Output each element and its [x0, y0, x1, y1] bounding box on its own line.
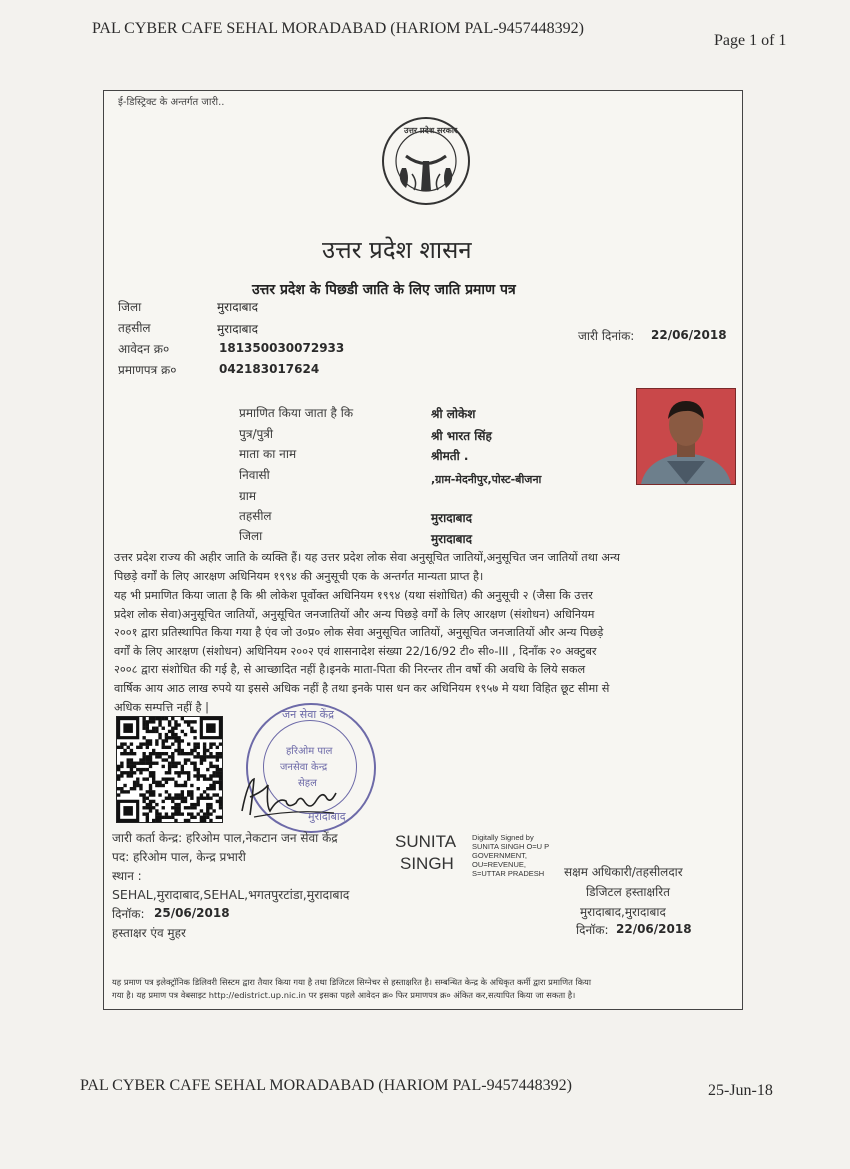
certificate-title: उत्तर प्रदेश के पिछडी जाति के लिए जाति प्रमाण पत्र: [252, 282, 516, 298]
issue-date-value: 22/06/2018: [651, 328, 727, 342]
verification-note-line: यह प्रमाण पत्र इलेक्ट्रॉनिक डिलिवरी सिस्टम द्वारा तैयार किया गया है तथा डिजिटल सिग्नेचर से हस्ताक्षरित है। सम्बन्धित केन्द्र के अधिकृत कर्मी द्वारा प्रमाणित किया: [112, 977, 592, 987]
village-label: ग्राम: [239, 489, 257, 503]
creamy-layer-line: यह भी प्रमाणित किया जाता है कि श्री लोकेश पूर्वोक्त अधिनियम १९९४ (यथा संशोधित) की अनुसूची २ (जैसा कि उत्तर: [114, 589, 593, 602]
person-tehsil-value: मुरादाबाद: [431, 511, 473, 525]
stamp-inner-line-3: सेहल: [298, 778, 317, 789]
certificate: [103, 90, 743, 1010]
certify-label: प्रमाणित किया जाता है कि: [239, 406, 354, 420]
creamy-layer-statement: [114, 587, 734, 717]
resident-label: निवासी: [239, 468, 270, 482]
application-no-label: आवेदन क्र०: [118, 342, 170, 356]
handwritten-signature: [234, 771, 344, 825]
tehsil-label: तहसील: [118, 321, 151, 335]
officer-date: 22/06/2018: [616, 922, 692, 936]
government-title: उत्तर प्रदेश शासन: [322, 236, 472, 264]
officer-date-label: दिनॉक:: [576, 923, 609, 937]
issuer-center: जारी कर्ता केन्द्र: हरिओम पाल,नेकटान जन सेवा केंद्र: [112, 831, 338, 845]
digital-sign-name-1: SUNITA: [395, 832, 457, 851]
creamy-layer-line: वर्गों के लिए आरक्षण (संशोधन) अधिनियम २००२ एवं शासनादेश संख्या 22/16/92 टी० सी०-III , दिनाँक २० अक्टुबर: [114, 644, 597, 658]
parent-label: पुत्र/पुत्री: [239, 427, 274, 441]
creamy-layer-line: २००८ द्वारा संशोधित की गई है, से आच्छादित नहीं है।इनके माता-पिता की निरन्तर तीन वर्षो की अवधि के लिये सकल: [114, 663, 586, 677]
stamp-inner-line-1: हरिओम पाल: [286, 746, 333, 757]
issue-date-label: जारी दिनांक:: [578, 329, 635, 343]
emblem-text: उत्तर प्रदेश सरकार: [404, 126, 458, 135]
stamp-inner-line-2: जनसेवा केन्द्र: [280, 762, 328, 773]
qr-code: [116, 716, 223, 823]
officer-title: सक्षम अधिकारी/तहसीलदार: [564, 865, 683, 879]
print-header-page: Page 1 of 1: [714, 32, 787, 49]
certificate-no-label: प्रमाणपत्र क्र०: [118, 363, 177, 377]
digital-sign-line: Digitally Signed by: [472, 833, 534, 842]
verification-note: [112, 976, 591, 1002]
up-emblem: [376, 116, 476, 206]
district-value: मुरादाबाद: [217, 300, 259, 314]
person-tehsil-label: तहसील: [239, 509, 272, 523]
creamy-layer-line: वार्षिक आय आठ लाख रुपये या इससे अधिक नहीं है तथा इनके पास धन कर अधिनियम १९५७ मे यथा विहित छूट सीमा से: [114, 681, 610, 695]
digital-sign-line: SUNITA SINGH O=U P: [472, 842, 550, 851]
parent-name: श्री भारत सिंह: [431, 429, 492, 443]
issuer-place-label: स्थान :: [112, 869, 142, 883]
officer-place: मुरादाबाद,मुरादाबाद: [580, 905, 666, 919]
digital-sign-details: [472, 833, 549, 878]
district-label: जिला: [118, 300, 142, 314]
issued-under-note: ई-डिस्ट्रिक्ट के अन्तर्गत जारी..: [118, 97, 225, 108]
creamy-layer-line: प्रदेश लोक सेवा)अनुसूचित जातियों, अनुसूचित जनजातियों और अन्य पिछड़े वर्गों के लिए आरक्षण (संशोधन) अधिनियम: [114, 607, 595, 621]
certificate-no-value: 042183017624: [219, 362, 320, 376]
digital-sign-line: GOVERNMENT,: [472, 851, 528, 860]
print-header-source: PAL CYBER CAFE SEHAL MORADABAD (HARIOM PAL-9457448392): [92, 20, 584, 37]
verification-note-line: गया है। यह प्रमाण पत्र वेबसाइट http://edistrict.up.nic.in पर इसका पहले आवेदन क्र० फिर प्रमाणपत्र क्र० अंकित कर,सत्यापित किया जा सकता है।: [112, 990, 576, 1000]
tehsil-value: मुरादाबाद: [217, 322, 259, 336]
caste-statement: [114, 549, 734, 586]
issuer-date-label: दिनॉक:: [112, 907, 145, 921]
applicant-photo: [636, 388, 736, 485]
creamy-layer-line: अधिक सम्पत्ति नहीं है |: [114, 700, 209, 714]
digital-sign-line: OU=REVENUE,: [472, 860, 526, 869]
issuer-date: 25/06/2018: [154, 906, 230, 920]
person-district-label: जिला: [239, 529, 263, 543]
creamy-layer-line: २००१ द्वारा प्रतिस्थापित किया गया है एंव जो उ०प्र० लोक सेवा अनुसूचित जातियों, अनुसूचित जनजातियों और अन्य पिछड़े: [114, 626, 604, 640]
mother-name: श्रीमती .: [431, 449, 469, 463]
digital-sign-name-2: SINGH: [400, 854, 454, 873]
officer-sign: डिजिटल हस्ताक्षरित: [586, 885, 670, 899]
print-footer-date: 25-Jun-18: [708, 1082, 773, 1099]
print-footer-source: PAL CYBER CAFE SEHAL MORADABAD (HARIOM PAL-9457448392): [80, 1077, 572, 1094]
mother-label: माता का नाम: [239, 447, 297, 461]
issuer-post: पद: हरिओम पाल, केन्द्र प्रभारी: [112, 850, 246, 864]
issuer-place: SEHAL,मुरादाबाद,SEHAL,भगतपुरटांडा,मुरादाबाद: [112, 887, 350, 902]
caste-statement-line: उत्तर प्रदेश राज्य की अहीर जाति के व्यक्ति हैं। यह उत्तर प्रदेश लोक सेवा अनुसूचित जातियों,अनुसूचित जन जातियों तथा अन्य: [114, 551, 620, 564]
stamp-outer-text: जन सेवा केंद्र: [282, 708, 334, 721]
resident-value: ,ग्राम-मेदनीपुर,पोस्ट-बीजना: [431, 473, 542, 486]
issuer-sign-label: हस्ताक्षर एंव मुहर: [112, 926, 186, 940]
person-name: श्री लोकेश: [431, 407, 476, 421]
application-no-value: 181350030072933: [219, 341, 345, 355]
digital-sign-line: S=UTTAR PRADESH: [472, 869, 545, 878]
person-district-value: मुरादाबाद: [431, 532, 473, 546]
stamp-bottom-text: मुरादाबाद: [308, 810, 346, 823]
caste-statement-line: पिछड़े वर्गों के लिए आरक्षण अधिनियम १९९४ की अनुसूची एक के अन्तर्गत मान्यता प्राप्त है।: [114, 569, 484, 583]
